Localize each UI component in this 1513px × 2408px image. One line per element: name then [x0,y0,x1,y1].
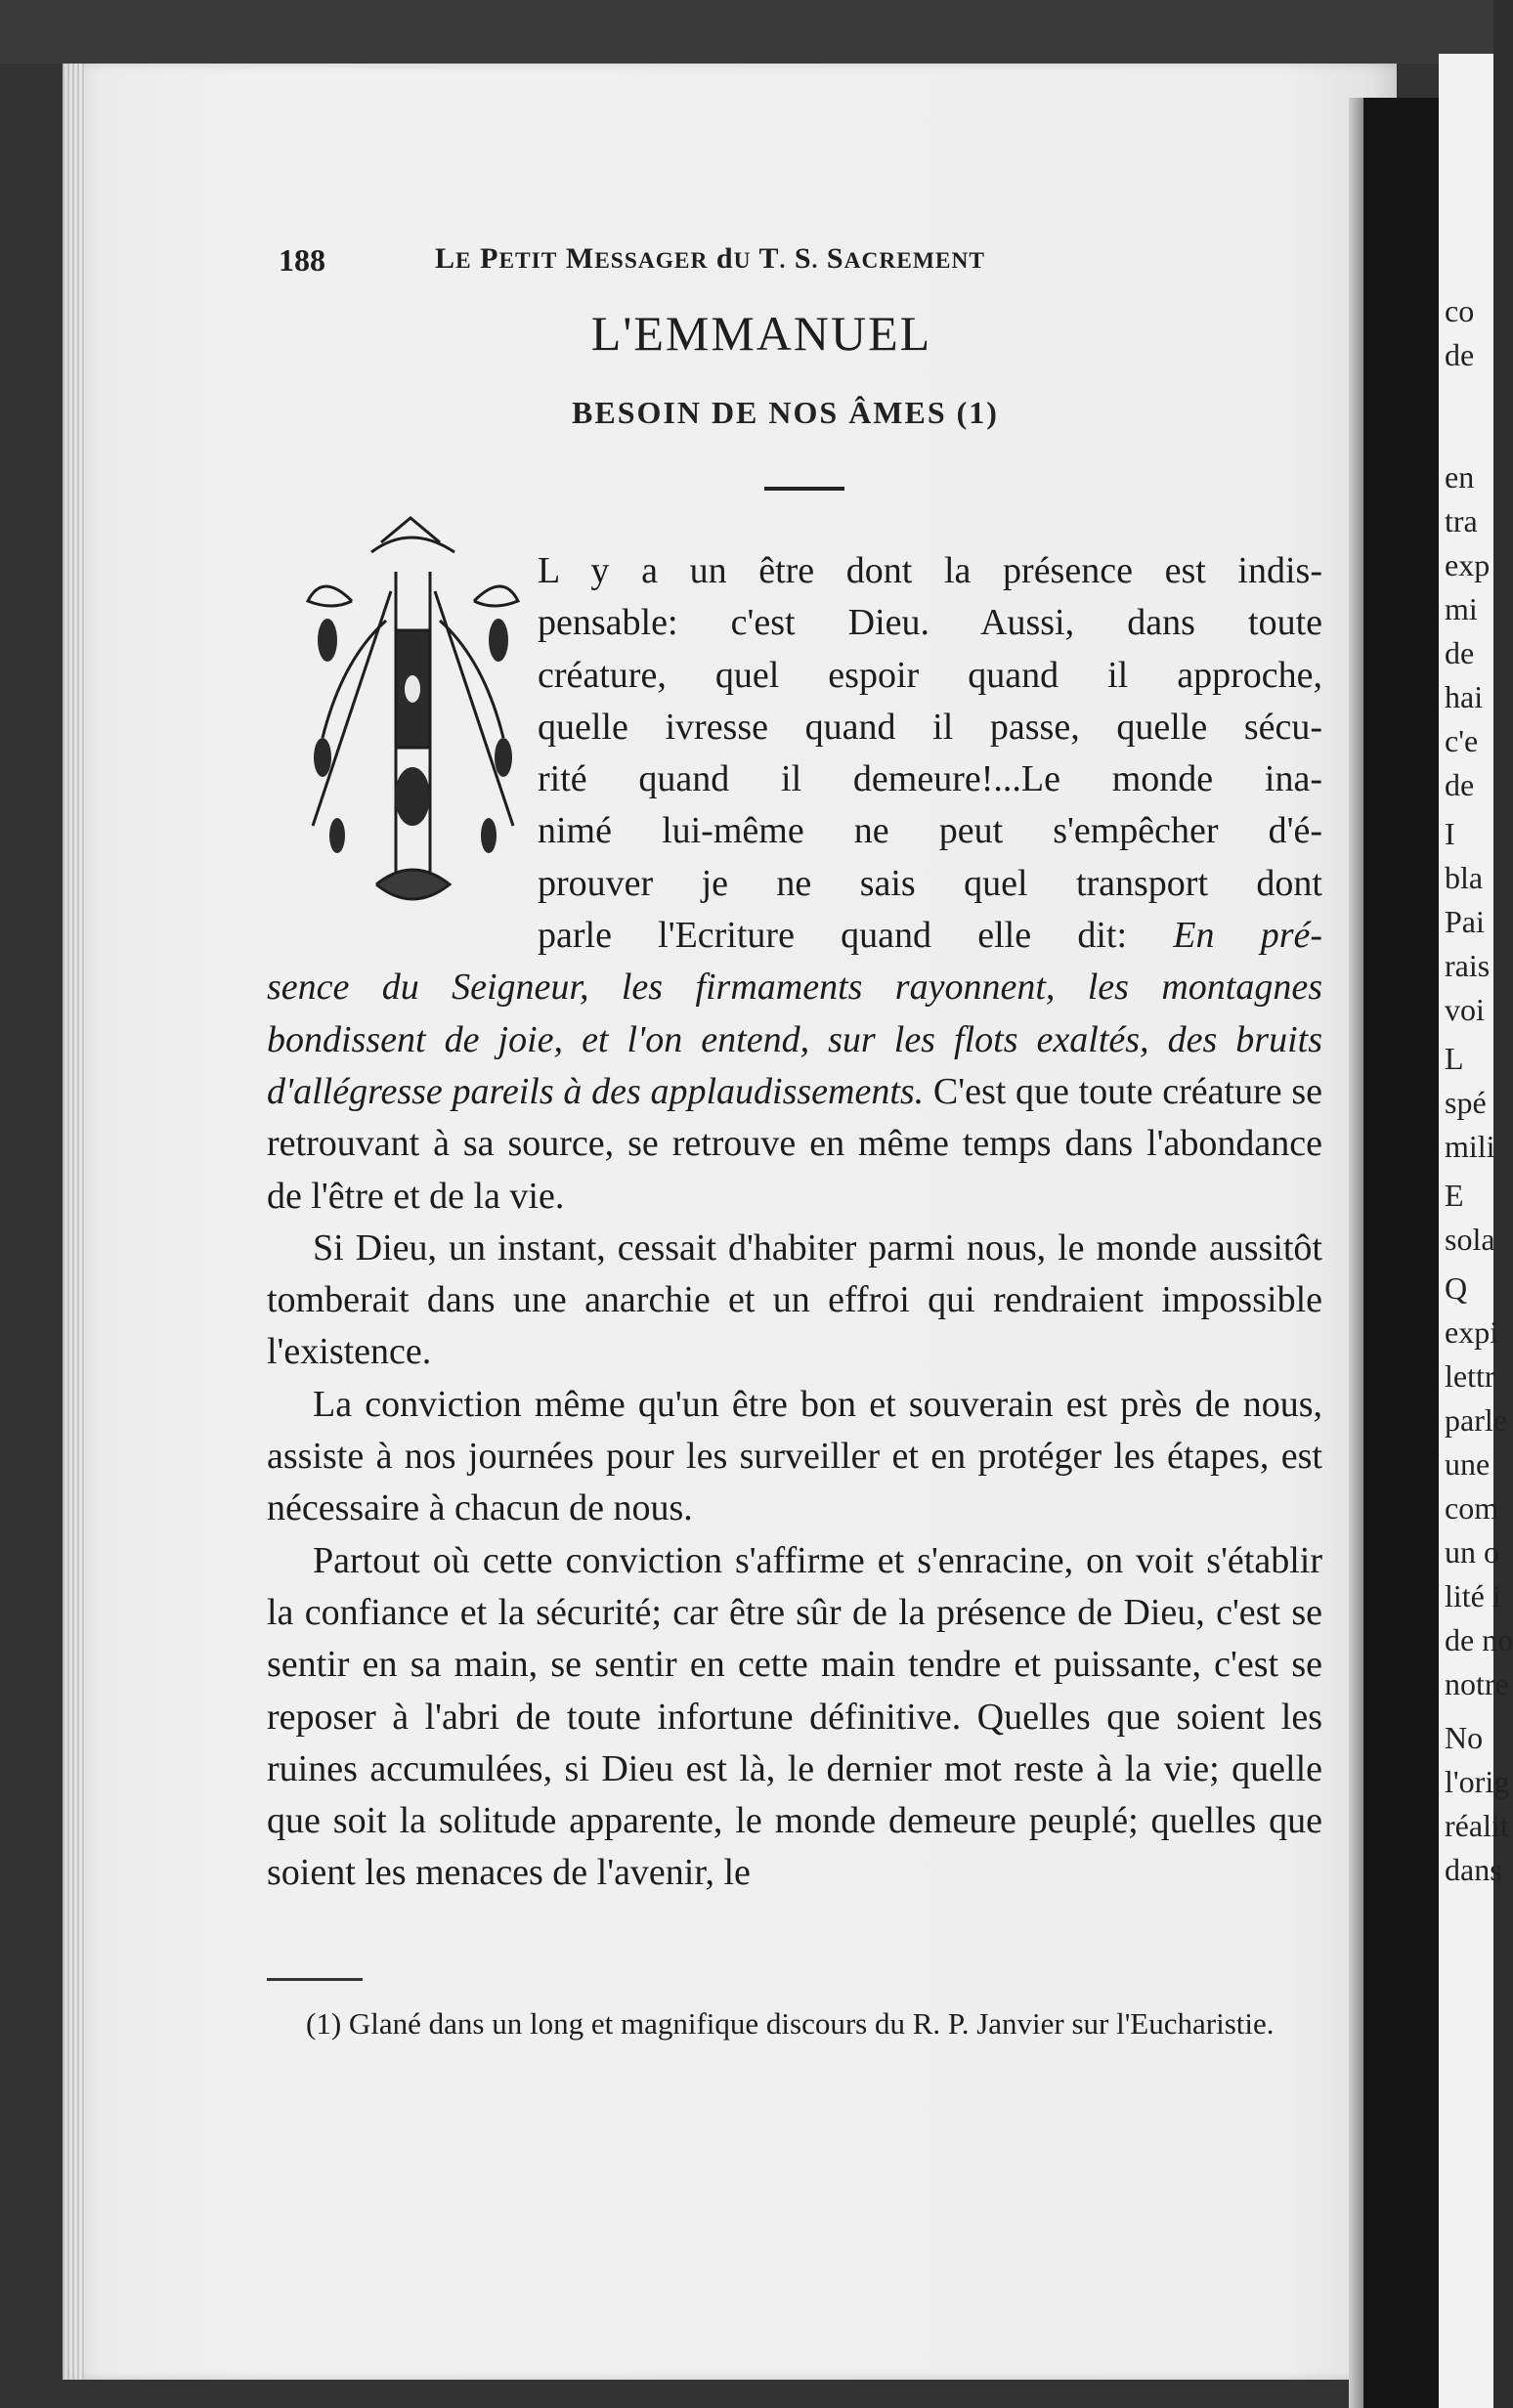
right-page-line: hai [1445,679,1484,714]
right-page-line: c'e [1445,723,1479,758]
right-page-line: E [1445,1178,1464,1213]
page-curve-shadow [1349,98,1364,2408]
right-page-line: L [1445,1041,1464,1076]
page-edges [63,64,84,2380]
right-page-line: tra [1445,503,1478,538]
paragraph-4: Partout où cette conviction s'affirme et s'enracine, on voit s'établir la confiance et la sécurité; car être sûr de la présence de Dieu, c'est se sentir en sa main, se sentir en cette main tendre et puissante, c'est se reposer à l'abri de toute infortune définitive. Quelles que soient les ruines accumulées, si Dieu est là, le dernier mot reste à la vie; quelle que soit la solitude apparente, le monde demeure peuplé; quelles que soient les menaces de l'avenir, le [267,1539,1322,1894]
right-page-line: exp [1445,547,1491,582]
right-page-line: voi [1445,992,1485,1027]
right-page-line: en [1445,459,1475,494]
right-page-line: de [1445,635,1475,670]
article-title: L'EMMANUEL [590,306,932,361]
article-subtitle: BESOIN DE NOS ÂMES (1) [572,395,999,430]
right-page-line: expi [1445,1314,1499,1350]
right-page-line: mi [1445,591,1478,626]
opening-line: L y a un être dont la présence est indis- [538,550,1322,591]
right-page-line: I [1445,816,1455,851]
paragraph-1-end: C'est que toute créature se retrouvant à sa source, se retrouve en même temps dans l'abondance de l'être et de la vie. [267,1070,1322,1217]
opening-line: quelle ivresse quand il passe, quelle sécu- [538,706,1322,748]
opening-line: nimé lui-même ne peut s'empêcher d'é- [538,810,1322,852]
running-title: LE PETIT MESSAGER dU T. S. SACREMENT [435,242,986,275]
opening-line: parle l'Ecriture quand elle dit: En pré- [538,915,1322,957]
right-page-line: parle [1445,1402,1507,1438]
right-page-line: spé [1445,1085,1487,1120]
right-page-line: l'orig [1445,1764,1510,1799]
paragraph-2: Si Dieu, un instant, cessait d'habiter parmi nous, le monde aussitôt tomberait dans une anarchie et un effroi qui rendraient impossible l'existence. [267,1226,1322,1373]
right-page-line: une [1445,1446,1491,1482]
title-divider [764,487,844,491]
scripture-quote-start: En pré- [1173,915,1322,957]
right-page-line: No [1445,1720,1484,1755]
right-page-line: Q [1445,1270,1468,1306]
right-page-line: de no [1445,1622,1513,1657]
right-page-line: de [1445,337,1475,372]
right-page-line: sola [1445,1222,1495,1257]
right-page-line: Pai [1445,904,1485,939]
footnote [267,2003,1313,2044]
footnote-divider [267,1978,363,1981]
right-page-line: de [1445,767,1475,802]
paragraph-3: La conviction même qu'un être bon et souverain est près de nous, assiste à nos journées pour les surveiller et en protéger les étapes, est nécessaire à chacun de nous. [267,1383,1322,1529]
right-page-line: bla [1445,860,1484,895]
right-page-line: mili [1445,1129,1495,1164]
right-page-line: réalit [1445,1808,1509,1843]
right-page-fragment [1439,54,1513,2408]
opening-line: prouver je ne sais quel transport dont [538,862,1322,904]
scripture-quote: sence du Seigneur, les firmaments rayonnent, les montagnes bondissent de joie, et l'on entend, sur les flots exaltés, des bruits d'allégresse pareils à des applaudissements. [267,967,1322,1112]
article-body [267,545,1322,1900]
opening-line: rité quand il demeure!...Le monde ina- [538,758,1322,800]
opening-line: créature, quel espoir quand il approche, [538,654,1322,696]
page-number: 188 [279,242,325,278]
right-page-line: un o [1445,1534,1499,1570]
page-header [279,242,1197,281]
scan-top-edge [0,0,1493,64]
right-page-line: dans [1445,1852,1502,1887]
right-page-line: rais [1445,948,1491,983]
paragraph-1-continuation [267,962,1322,1222]
opening-line: pensable: c'est Dieu. Aussi, dans toute [538,602,1322,644]
footnote-text: (1) Glané dans un long et magnifique discours du R. P. Janvier sur l'Eucharistie. [306,2006,1275,2041]
book-gutter [1363,98,1440,2408]
right-page-line: lettr [1445,1358,1495,1394]
right-page-line: lité i [1445,1578,1501,1613]
opening-paragraph [538,545,1322,962]
right-page-line: com [1445,1490,1499,1526]
right-page-line: co [1445,293,1475,328]
right-page-line: notre [1445,1666,1509,1701]
